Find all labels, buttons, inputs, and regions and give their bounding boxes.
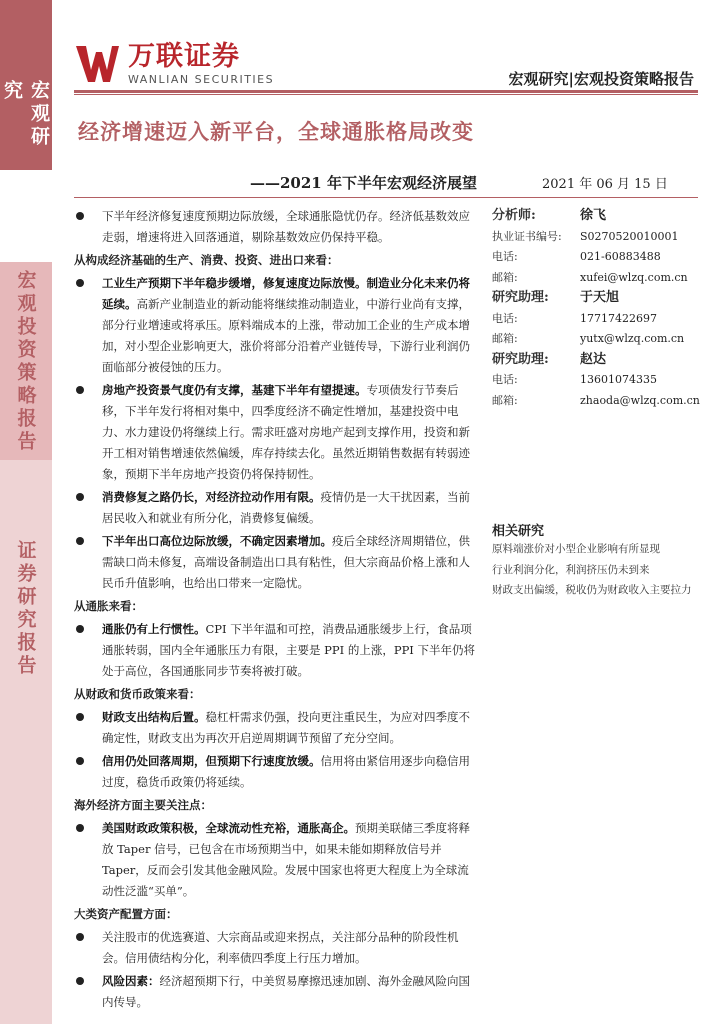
analyst-row <box>492 288 704 309</box>
sidebar-label-top: 宏观研究 <box>1 80 50 149</box>
item-bold: 风险因素： <box>102 974 160 988</box>
logo-w-icon <box>74 44 120 84</box>
field-value: S0270520010001 <box>580 229 679 243</box>
list-item <box>74 206 476 248</box>
analyst-role: 研究助理: <box>492 290 549 305</box>
bullet-icon <box>76 977 84 985</box>
item-text: 下半年经济修复速度预期边际放缓，全球通胀隐忧仍存。经济低基数效应走弱，增速将进入回落通道，剔除基数效应仍保持平稳。 <box>102 209 470 244</box>
item-text: 稳杠杆需求仍强，投向更注重民生，为应对四季度不确定性，财政支出为再次开启逆周期调节预留了充分空间。 <box>102 710 470 745</box>
field-label: 执业证书编号: <box>492 229 562 243</box>
sidebar-block-macro <box>0 0 52 170</box>
item-bold: 财政支出结构后置。 <box>102 710 206 724</box>
field-label: 电话: <box>492 311 518 325</box>
list-item <box>74 707 476 749</box>
related-item[interactable]: 行业利润分化，利润挤压仍未到来 <box>492 563 650 576</box>
sidebar-label-bottom: 证券研究报告 <box>14 540 37 678</box>
bullet-icon <box>76 212 84 220</box>
list-item <box>74 927 476 969</box>
section-heading: 大类资产配置方面： <box>74 907 178 921</box>
analyst-row <box>492 350 704 371</box>
email-link[interactable]: zhaoda@wlzq.com.cn <box>580 393 700 407</box>
summary-column <box>74 206 476 1015</box>
analyst-name: 赵达 <box>580 351 607 367</box>
logo-text-en: WANLIAN SECURITIES <box>128 72 275 86</box>
item-text: 疫情仍是一大干扰因素，当前居民收入和就业有所分化，消费修复偏缓。 <box>102 490 470 525</box>
analyst-name: 于天旭 <box>580 290 620 305</box>
section-heading: 从构成经济基础的生产、消费、投资、进出口来看： <box>74 253 339 267</box>
bullet-icon <box>76 625 84 633</box>
bullet-icon <box>76 537 84 545</box>
analyst-role: 分析师: <box>492 208 536 223</box>
field-label: 电话: <box>492 373 518 386</box>
field-label: 邮箱: <box>492 393 518 407</box>
item-text: 高新产业制造业的新动能将继续推动制造业，中游行业尚有支撑，部分行业增速或将承压。原料端成本的上涨，带动加工企业的生产成本增加，对小型企业影响更大，涨价将部分沿着产业链传导，下游行业利润仍面临部分被侵蚀的压力。 <box>102 297 470 374</box>
header-divider-thin <box>74 94 698 95</box>
bullet-icon <box>76 933 84 941</box>
report-type: 宏观研究|宏观投资策略报告 <box>508 70 694 88</box>
list-item <box>74 751 476 793</box>
field-value: 021-60883488 <box>580 250 661 263</box>
bullet-icon <box>76 757 84 765</box>
related-heading: 相关研究 <box>492 524 545 539</box>
bullet-icon <box>76 824 84 832</box>
analyst-field <box>492 391 704 412</box>
sidebar-block-report <box>0 460 52 1024</box>
email-link[interactable]: xufei@wlzq.com.cn <box>580 270 688 284</box>
sidebar <box>0 0 52 1024</box>
bullet-icon <box>76 493 84 501</box>
analyst-field <box>492 227 704 248</box>
bullet-icon <box>76 713 84 721</box>
item-bold: 消费修复之路仍长，对经济拉动作用有限。 <box>102 490 321 504</box>
list-item <box>74 487 476 529</box>
section-heading: 从财政和货币政策来看： <box>74 687 201 701</box>
field-label: 邮箱: <box>492 270 518 284</box>
title-divider <box>74 197 698 198</box>
sidebar-label-middle: 宏观投资策略报告 <box>14 270 37 454</box>
analyst-field <box>492 370 704 391</box>
related-research <box>492 520 704 601</box>
report-date: 2021 年 06 月 15 日 <box>542 177 668 192</box>
list-item <box>74 273 476 378</box>
bullet-icon <box>76 279 84 287</box>
item-bold: 工业生产预期下半年稳步缓增，修复速度边际放慢。制造业分化未来仍将延续。 <box>102 276 470 311</box>
bullet-icon <box>76 386 84 394</box>
item-text: 经济超预期下行，中美贸易摩擦迅速加剧、海外金融风险向国内传导。 <box>102 974 470 1009</box>
list-item <box>74 380 476 485</box>
item-text: CPI 下半年温和可控，消费品通胀缓步上行，食品项通胀转弱，国内全年通胀压力有限，主要是 PPI 的上涨，PPI 下半年仍将处于高位，各国通胀同步节奏将被打破。 <box>102 622 475 678</box>
list-item <box>74 818 476 902</box>
list-item <box>74 619 476 682</box>
analyst-name: 徐飞 <box>580 208 607 223</box>
analyst-field <box>492 329 704 350</box>
list-item <box>74 531 476 594</box>
sidebar-block-strategy <box>0 262 52 460</box>
item-bold: 房地产投资景气度仍有支撑，基建下半年有望提速。 <box>102 383 367 397</box>
field-value: 13601074335 <box>580 373 657 386</box>
item-bold: 信用仍处回落周期，但预期下行速度放缓。 <box>102 754 321 768</box>
section-heading: 海外经济方面主要关注点： <box>74 798 212 812</box>
analyst-field <box>492 309 704 330</box>
related-item[interactable]: 财政支出偏缓，税收仍为财政收入主要拉力 <box>492 584 692 596</box>
email-link[interactable]: yutx@wlzq.com.cn <box>580 332 685 345</box>
company-logo <box>74 42 274 86</box>
section-heading: 从通胀来看： <box>74 599 143 613</box>
analyst-field <box>492 268 704 289</box>
item-text: 疫后全球经济周期错位，供需缺口尚未修复，高端设备制造出口具有粘性，但大宗商品价格上涨和人民币升值影响，也给出口带来一定隐忧。 <box>102 534 470 590</box>
item-bold: 通胀仍有上行惯性。 <box>102 622 206 636</box>
item-text: 关注股市的优选赛道、大宗商品或迎来拐点，关注部分品种的阶段性机会。信用债结构分化，利率债四季度上行压力增加。 <box>102 930 459 965</box>
field-label: 邮箱: <box>492 332 518 345</box>
item-text: 信用将由紧信用逐步向稳信用过度，稳货币政策仍将延续。 <box>102 754 470 789</box>
analyst-role: 研究助理: <box>492 351 549 367</box>
field-label: 电话: <box>492 250 518 263</box>
report-title: 经济增速迈入新平台，全球通胀格局改变 <box>78 119 474 144</box>
item-text: 预期美联储三季度将释放 Taper 信号，已包含在市场预期当中，如果未能如期释放信号并 Taper，反而会引发其他金融风险。发展中国家也将更大程度上为全球流动性泛滥“买单”。 <box>102 821 470 898</box>
report-subtitle: ——2021 年下半年宏观经济展望 <box>250 174 477 192</box>
logo-text-cn: 万联证券 <box>128 40 240 72</box>
item-bold: 下半年出口高位边际放缓，不确定因素增加。 <box>102 534 332 548</box>
analyst-panel <box>492 206 704 411</box>
item-bold: 美国财政政策积极，全球流动性充裕，通胀高企。 <box>102 821 355 835</box>
analyst-field <box>492 247 704 268</box>
list-item <box>74 971 476 1013</box>
related-item[interactable]: 原料端涨价对小型企业影响有所显现 <box>492 543 660 555</box>
item-text: 专项债发行节奏后移，下半年发行将相对集中，四季度经济不确定性增加，基建投资中电力、水力建设仍将继续上行。需求旺盛对房地产起到支撑作用，投资和新开工相对销售增速依然偏缓，库存持续去化。虽然近期销售数据有转弱迹象，预期下半年房地产投资仍将保持韧性。 <box>102 383 470 481</box>
analyst-row <box>492 206 704 227</box>
field-value: 17717422697 <box>580 311 657 325</box>
header-divider <box>74 90 698 93</box>
